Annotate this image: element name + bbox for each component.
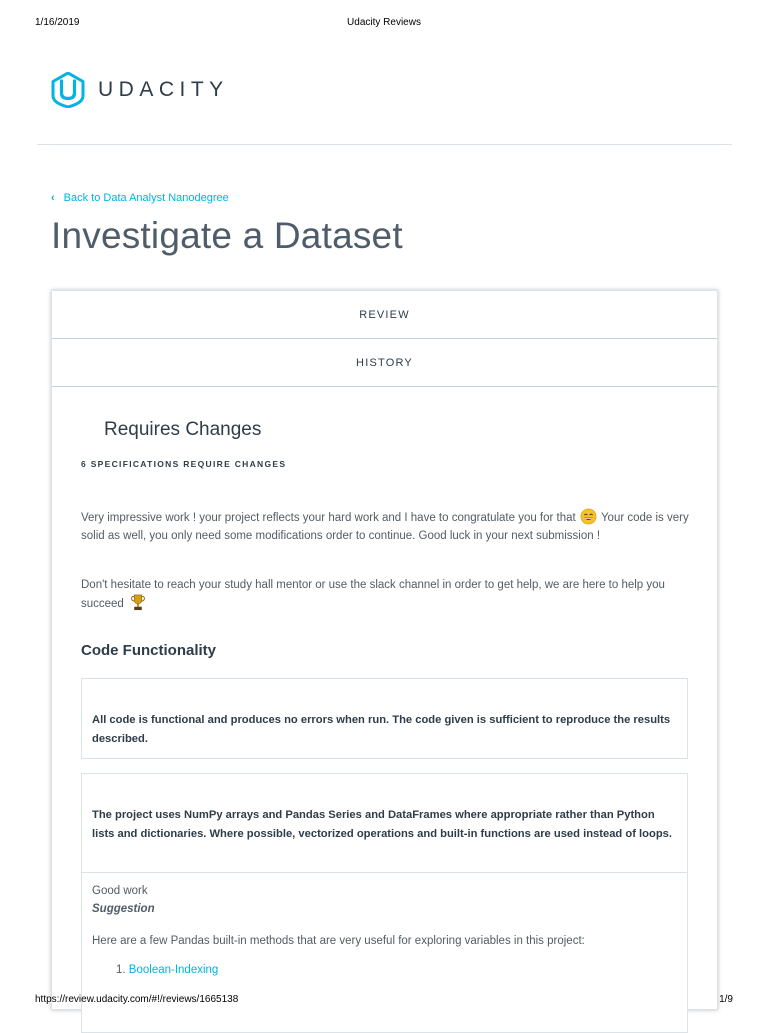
reviewer-comment: Good work [92,885,148,897]
smiling-face-icon [580,508,597,525]
spec-criteria: The project uses NumPy arrays and Pandas Series and DataFrames where appropriate rather than Python lists and dictionaries. Where possible, vectorized operations and built-in functions are used instead of loops. [92,809,672,840]
spec-count: 6 SPECIFICATIONS REQUIRE CHANGES [81,459,287,469]
intro-text-1: Very impressive work ! your project reflects your hard work and I have to congratulate you for that [81,512,576,524]
spec-criteria: All code is functional and produces no errors when run. The code given is sufficient to reproduce the results described. [92,714,671,745]
help-text: Don't hesitate to reach your study hall mentor or use the slack channel in order to get help, we are here to help you succeed [81,579,665,610]
list-item-number: 1. [116,964,126,976]
back-to-nanodegree-link[interactable] [51,192,229,204]
print-footer [0,994,768,1008]
reviewer-suggestion-text: Here are a few Pandas built-in methods that are very useful for exploring variables in this project: [92,935,585,947]
review-help [81,576,701,613]
intro-text-2: Your code is very solid as well, you only need some modifications order to continue. Good luck in your next submission ! [81,512,689,542]
spec-divider [82,872,687,873]
udacity-wordmark: UDACITY [98,78,229,101]
udacity-logo[interactable] [51,72,229,108]
tab-review-label: REVIEW [359,308,410,321]
udacity-logo-icon [51,72,85,108]
header-divider [37,144,732,145]
reviewer-suggestion-heading: Suggestion [92,903,155,915]
review-card [51,290,718,1010]
trophy-icon [130,594,146,611]
back-link-label: Back to Data Analyst Nanodegree [63,192,229,204]
section-title-code-functionality: Code Functionality [81,642,216,659]
page-title: Investigate a Dataset [51,215,403,256]
boolean-indexing-link[interactable]: Boolean-Indexing [128,964,219,976]
print-title: Udacity Reviews [347,17,421,28]
review-intro [81,508,701,545]
print-page-number: 1/9 [719,994,733,1005]
tab-history[interactable] [52,339,717,387]
tab-review[interactable] [52,291,717,339]
list-item [116,964,218,976]
tab-history-label: HISTORY [356,356,413,369]
spec-item [81,678,688,759]
print-date: 1/16/2019 [35,17,80,28]
print-header [0,17,768,31]
print-url: https://review.udacity.com/#!/reviews/1665138 [35,994,239,1005]
chevron-left-icon: ‹ [51,192,55,204]
review-status: Requires Changes [104,419,262,440]
